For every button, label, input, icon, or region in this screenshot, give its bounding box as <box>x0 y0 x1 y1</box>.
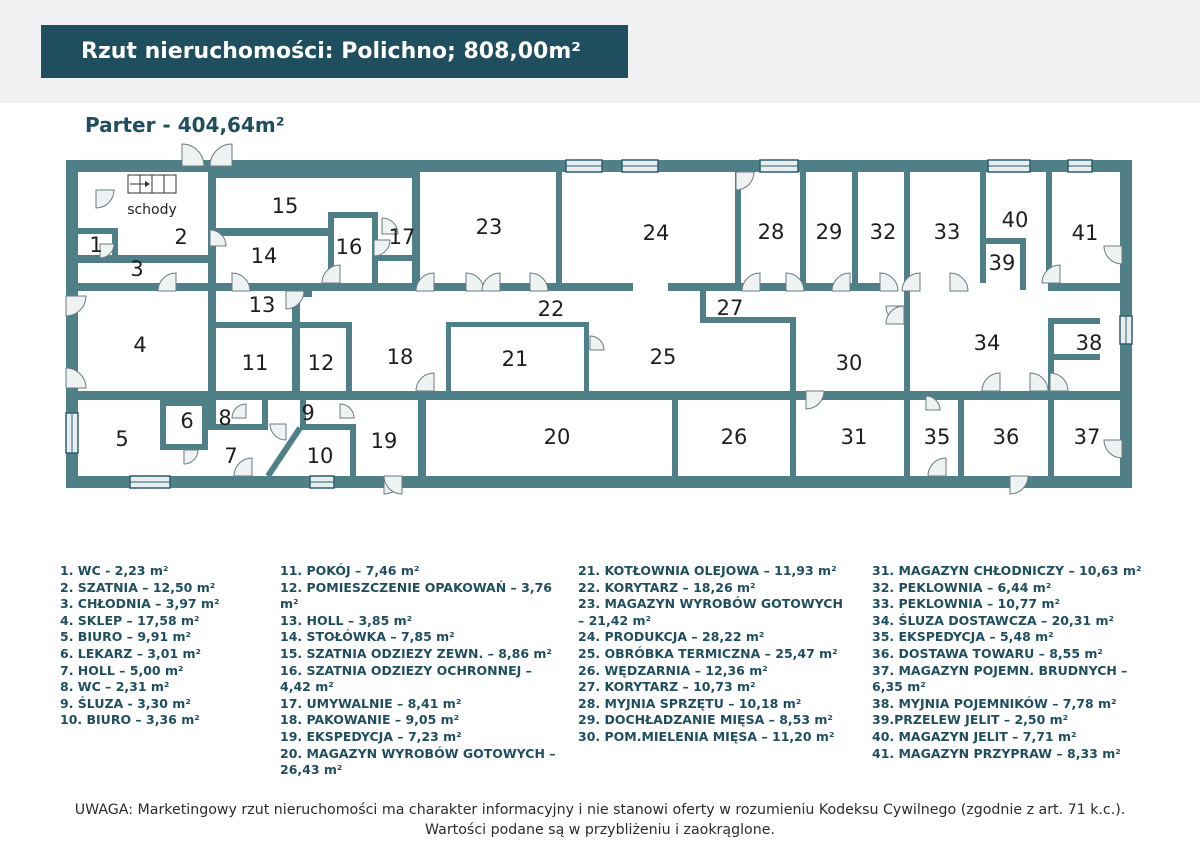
legend-item: 12. POMIESZCZENIE OPAKOWAŃ – 3,76 m² <box>280 579 552 612</box>
wall-segment <box>216 322 298 328</box>
room-number-label: 23 <box>475 215 503 239</box>
door-icon <box>880 273 898 291</box>
room-number-label: 32 <box>869 220 897 244</box>
door-icon <box>66 368 86 388</box>
legend-item: 35. EKSPEDYCJA – 5,48 m² <box>872 629 1054 645</box>
walls <box>66 160 1132 488</box>
legend-item: 17. UMYWALNIE – 8,41 m² <box>280 695 462 711</box>
stairs-label: schody <box>127 202 177 218</box>
legend-item: 28. MYJNIA SPRZĘTU – 10,18 m² <box>578 695 802 711</box>
door-icon <box>158 273 176 291</box>
door-icon <box>322 265 340 283</box>
legend-col-2 <box>280 563 565 779</box>
room-number-label: 35 <box>923 425 951 449</box>
floor-label: Parter - 404,64m² <box>85 113 285 137</box>
room-number-label: 41 <box>1071 221 1099 245</box>
door-icon <box>210 144 232 166</box>
window-icon <box>988 160 1030 172</box>
wall-segment <box>216 172 416 178</box>
wall-segment <box>78 391 1120 400</box>
door-icon <box>1042 265 1060 283</box>
door-icon <box>736 172 754 190</box>
legend-item: 3. CHŁODNIA – 3,97 m² <box>60 596 220 612</box>
wall-segment <box>350 424 356 476</box>
legend-item: 38. MYJNIA POJEMNIKÓW – 7,78 m² <box>872 695 1117 711</box>
window-icon <box>130 476 170 488</box>
wall-segment <box>262 400 268 430</box>
room-number-label: 10 <box>306 444 334 468</box>
legend-item: 26. WĘDZARNIA – 12,36 m² <box>578 662 768 678</box>
room-number-label: 39 <box>988 251 1016 275</box>
wall-segment <box>378 255 420 261</box>
legend-item: 7. HOLL – 5,00 m² <box>60 662 184 678</box>
wall-segment <box>700 317 790 323</box>
door-icon <box>1104 440 1122 458</box>
wall-segment <box>800 172 806 283</box>
window-icon <box>310 476 334 488</box>
legend-col-4 <box>872 563 1157 762</box>
wall-segment <box>446 322 451 391</box>
door-icon <box>530 273 548 291</box>
room-number-label: 38 <box>1075 331 1103 355</box>
window-icon <box>622 160 658 172</box>
window-icon <box>1120 316 1132 344</box>
room-number-label: 30 <box>835 351 863 375</box>
legend-item: 11. POKÓJ – 7,46 m² <box>280 563 420 578</box>
wall-segment <box>1046 172 1052 283</box>
legend-item: 15. SZATNIA ODZIEZY ZEWN. – 8,86 m² <box>280 645 552 661</box>
legend-item: 34. ŚLUZA DOSTAWCZA – 20,31 m² <box>872 612 1114 628</box>
wall-segment <box>216 228 328 236</box>
door-icon <box>742 273 760 291</box>
legend-item: 40. MAGAZYN JELIT – 7,71 m² <box>872 728 1077 744</box>
room-number-label: 18 <box>386 345 414 369</box>
room-number-label: 19 <box>370 429 398 453</box>
legend-item: 20. MAGAZYN WYROBÓW GOTOWYCH – 26,43 m² <box>280 745 556 778</box>
room-number-label: 24 <box>642 221 670 245</box>
door-icon <box>806 391 824 409</box>
window-icon <box>66 413 78 453</box>
room-number-label: 28 <box>757 220 785 244</box>
legend-item: 36. DOSTAWA TOWARU – 8,55 m² <box>872 645 1103 661</box>
wall-segment <box>790 400 796 476</box>
legend-item: 23. MAGAZYN WYROBÓW GOTOWYCH – 21,42 m² <box>578 596 843 628</box>
door-icon <box>482 273 500 291</box>
room-number-label: 21 <box>501 347 529 371</box>
door-icon <box>184 450 198 464</box>
wall-segment <box>166 444 208 450</box>
room-number-label: 15 <box>271 194 299 218</box>
wall-segment <box>446 322 584 327</box>
legend-item: 2. SZATNIA – 12,50 m² <box>60 579 216 595</box>
door-icon <box>232 404 246 418</box>
door-icon <box>1050 373 1068 391</box>
legend-item: 13. HOLL – 3,85 m² <box>280 612 413 628</box>
legend-col-3 <box>578 563 853 746</box>
door-icon <box>466 273 484 291</box>
wall-segment <box>904 400 910 476</box>
room-number-label: 3 <box>130 257 144 281</box>
wall-segment <box>346 322 352 391</box>
wall-segment <box>672 400 678 476</box>
wall-segment <box>980 238 1022 244</box>
room-number-label: 17 <box>388 225 416 249</box>
wall-segment <box>208 424 268 430</box>
legend-item: 22. KORYTARZ – 18,26 m² <box>578 579 756 595</box>
legend-item: 31. MAGAZYN CHŁODNICZY – 10,63 m² <box>872 563 1142 578</box>
wall-segment <box>1020 238 1026 290</box>
room-number-label: 37 <box>1073 425 1101 449</box>
window-icon <box>760 160 798 172</box>
wall-segment <box>160 400 208 406</box>
disclaimer-note <box>0 800 1200 840</box>
room-number-label: 33 <box>933 220 961 244</box>
room-number-label: 7 <box>224 444 238 468</box>
wall-segment <box>556 172 562 283</box>
legend-item: 5. BIURO – 9,91 m² <box>60 629 192 645</box>
wall-segment <box>202 400 208 450</box>
room-number-label: 6 <box>180 409 194 433</box>
legend-item: 1. WC - 2,23 m² <box>60 563 169 578</box>
room-number-label: 2 <box>174 225 188 249</box>
room-number-label: 29 <box>815 220 843 244</box>
legend-col-1 <box>60 563 270 729</box>
legend-item: 25. OBRÓBKA TERMICZNA – 25,47 m² <box>578 645 838 661</box>
legend-item: 30. POM.MIELENIA MIĘSA – 11,20 m² <box>578 728 835 744</box>
room-number-label: 1 <box>89 233 103 257</box>
wall-segment <box>584 322 589 391</box>
room-number-label: 8 <box>218 406 232 430</box>
wall-segment <box>66 476 1132 488</box>
legend-item: 6. LEKARZ – 3,01 m² <box>60 645 201 661</box>
room-number-label: 13 <box>248 293 276 317</box>
door-icon <box>416 373 434 391</box>
room-number-label: 27 <box>716 296 744 320</box>
room-number-label: 40 <box>1001 208 1029 232</box>
room-number-label: 34 <box>973 331 1001 355</box>
door-icon <box>982 373 1000 391</box>
room-number-label: 20 <box>543 425 571 449</box>
wall-segment <box>1048 283 1120 291</box>
door-icon <box>928 458 946 476</box>
room-number-label: 9 <box>301 401 315 425</box>
legend-item: 10. BIURO – 3,36 m² <box>60 712 200 728</box>
room-number-label: 25 <box>649 345 677 369</box>
legend-item: 37. MAGAZYN POJEMN. BRUDNYCH – 6,35 m² <box>872 662 1128 695</box>
wall-segment <box>980 172 986 283</box>
room-number-label: 31 <box>840 425 868 449</box>
wall-segment <box>1054 318 1100 324</box>
legend-item: 21. KOTŁOWNIA OLEJOWA – 11,93 m² <box>578 563 837 578</box>
disclaimer-line-2: Wartości podane są w przybliżeniu i zaokrąglone. <box>425 822 775 838</box>
legend-item: 39.PRZELEW JELIT – 2,50 m² <box>872 712 1069 728</box>
legend-item: 19. EKSPEDYCJA – 7,23 m² <box>280 728 462 744</box>
legend-item: 29. DOCHŁADZANIE MIĘSA – 8,53 m² <box>578 712 833 728</box>
room-number-label: 22 <box>537 297 565 321</box>
room-number-label: 5 <box>115 427 129 451</box>
stairs-icon <box>128 175 176 193</box>
room-number-label: 14 <box>250 244 278 268</box>
door-icon <box>832 273 850 291</box>
wall-segment <box>418 400 426 476</box>
wall-segment <box>208 291 216 391</box>
wall-segment <box>852 172 858 283</box>
room-number-label: 4 <box>133 333 147 357</box>
wall-segment <box>300 322 352 328</box>
legend-item: 24. PRODUKCJA – 28,22 m² <box>578 629 765 645</box>
window-icon <box>566 160 602 172</box>
door-icon <box>950 273 968 291</box>
door-icon <box>96 190 114 208</box>
wall-segment <box>958 400 964 476</box>
legend-item: 33. PEKLOWNIA – 10,77 m² <box>872 596 1060 612</box>
room-number-label: 11 <box>241 351 269 375</box>
legend-item: 16. SZATNIA ODZIEZY OCHRONNEJ – 4,42 m² <box>280 662 532 695</box>
wall-segment <box>904 172 910 283</box>
legend-item: 18. PAKOWANIE – 9,05 m² <box>280 712 460 728</box>
wall-segment <box>1048 400 1054 476</box>
wall-segment <box>790 317 796 391</box>
wall-segment <box>904 291 910 391</box>
door-icon <box>374 240 390 256</box>
door-icon <box>270 424 286 440</box>
room-number-label: 16 <box>335 235 363 259</box>
legend-item: 32. PEKLOWNIA – 6,44 m² <box>872 579 1052 595</box>
room-number-label: 26 <box>720 425 748 449</box>
door-icon <box>66 296 86 316</box>
door-icon <box>590 336 604 350</box>
room-number-label: 12 <box>307 351 335 375</box>
legend-item: 27. KORYTARZ – 10,73 m² <box>578 679 756 695</box>
wall-segment <box>328 212 378 218</box>
legend-item: 8. WC – 2,31 m² <box>60 679 170 695</box>
legend-item: 4. SKLEP – 17,58 m² <box>60 612 200 628</box>
page-title-text: Rzut nieruchomości: Polichno; 808,00m² <box>81 39 581 64</box>
window-icon <box>1068 160 1092 172</box>
door-icon <box>1104 246 1122 264</box>
door-icon <box>232 273 250 291</box>
legend-item: 41. MAGAZYN PRZYPRAW – 8,33 m² <box>872 745 1121 761</box>
legend-item: 9. ŚLUZA - 3,30 m² <box>60 695 191 711</box>
door-icon <box>340 404 354 418</box>
wall-segment <box>160 400 166 450</box>
door-icon <box>1010 476 1028 494</box>
legend-item: 14. STOŁÓWKA – 7,85 m² <box>280 629 455 645</box>
disclaimer-line-1: UWAGA: Marketingowy rzut nieruchomości ma charakter informacyjny i nie stanowi oferty w rozumieniu Kodeksu Cywilnego (zgodnie z art. 71 k.c.). <box>74 802 1126 818</box>
door-icon <box>286 291 304 309</box>
room-number-label: 36 <box>992 425 1020 449</box>
door-icon <box>1030 373 1048 391</box>
door-icon <box>182 144 204 166</box>
